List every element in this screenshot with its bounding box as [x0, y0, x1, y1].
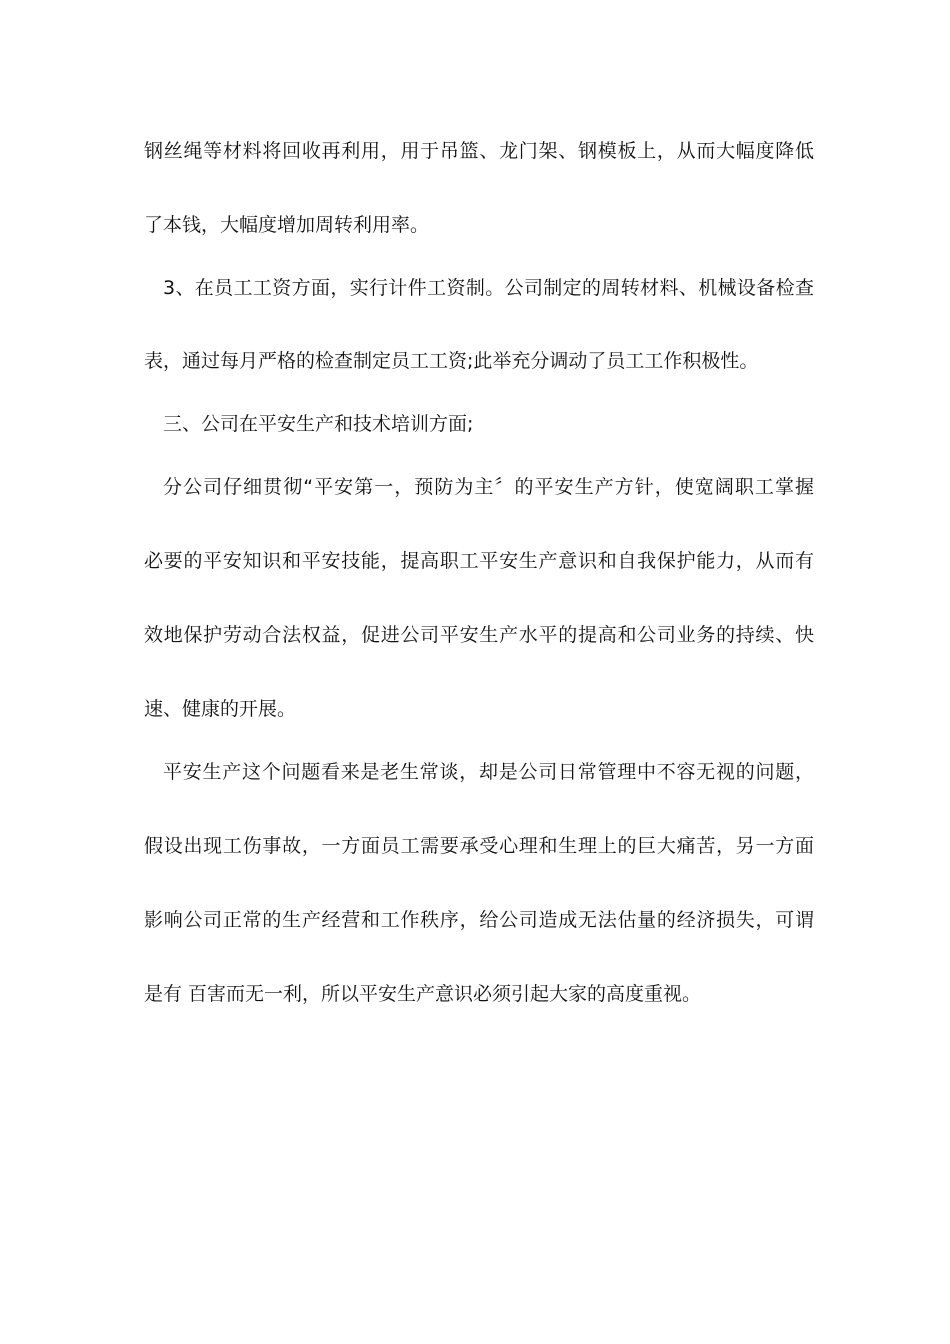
- section-heading: 三、公司在平安生产和技术培训方面;: [163, 413, 474, 435]
- text-line: 速、健康的开展。: [144, 698, 297, 720]
- text-line: 钢丝绳等材料将回收再利用，用于吊篮、龙门架、钢模板上，从而大幅度降低: [144, 140, 814, 162]
- text-line: 必要的平安知识和平安技能，提高职工平安生产意识和自我保护能力，从而有: [144, 550, 814, 572]
- text-line: 影响公司正常的生产经营和工作秩序，给公司造成无法估量的经济损失，可谓: [144, 909, 814, 931]
- text-line: 平安生产这个问题看来是老生常谈，却是公司日常管理中不容无视的问题，: [163, 761, 814, 783]
- text-line: 分公司仔细贯彻“平安第一，预防为主〞的平安生产方针，使宽阔职工掌握: [163, 476, 814, 498]
- text-line: 效地保护劳动合法权益，促进公司平安生产水平的提高和公司业务的持续、快: [144, 624, 814, 646]
- text-line: 了本钱，大幅度增加周转利用率。: [144, 214, 430, 236]
- text-line: 是有 百害而无一利，所以平安生产意识必须引起大家的高度重视。: [144, 983, 702, 1005]
- text-line: 3、在员工工资方面，实行计件工资制。公司制定的周转材料、机械设备检查: [163, 277, 814, 299]
- text-line: 表，通过每月严格的检查制定员工工资;此举充分调动了员工工作积极性。: [144, 350, 759, 372]
- text-line: 假设出现工伤事故，一方面员工需要承受心理和生理上的巨大痛苦，另一方面: [144, 835, 814, 857]
